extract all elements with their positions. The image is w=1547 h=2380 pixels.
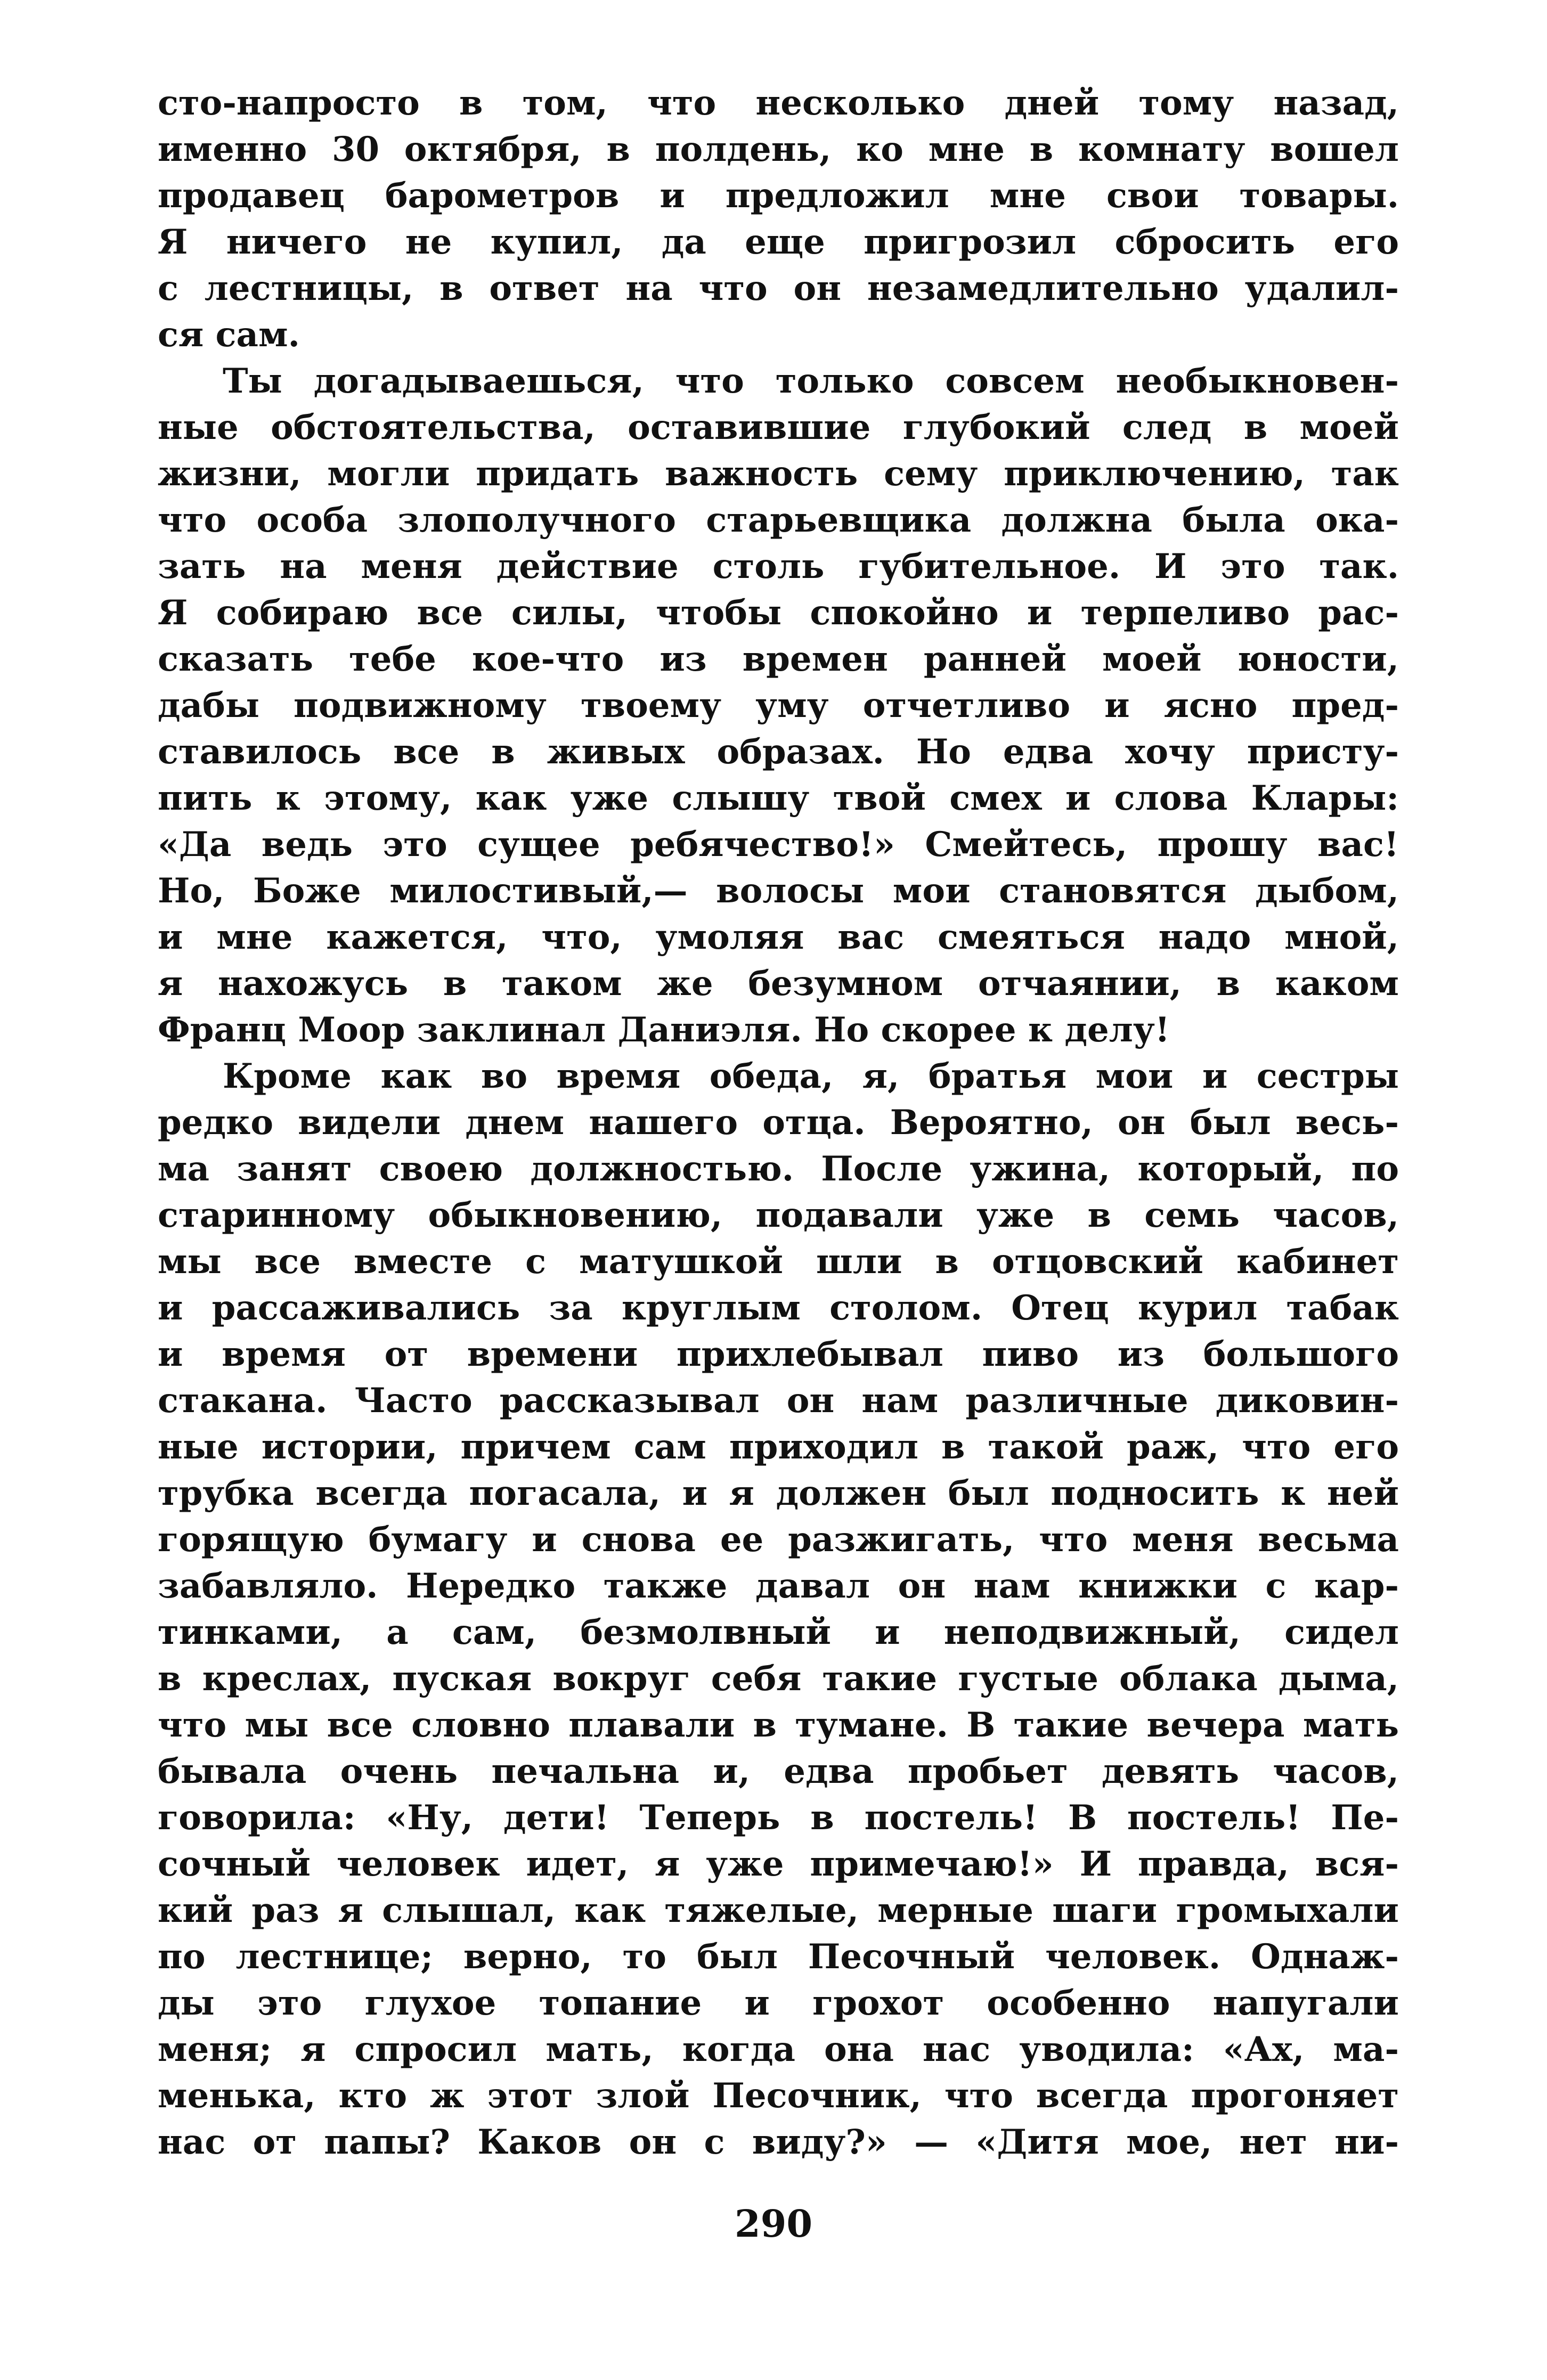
text-line: Я собираю все силы, чтобы спокойно и терпеливо рас- — [158, 593, 1399, 633]
text-line: в креслах, пуская вокруг себя такие густые облака дыма, — [158, 1659, 1399, 1699]
text-line: ды это глухое топание и грохот особенно напугали — [158, 1983, 1399, 2023]
text-line: трубка всегда погасала, и я должен был подносить к ней — [158, 1473, 1399, 1513]
text-line: Франц Моор заклинал Даниэля. Но скорее к делу! — [158, 1010, 1170, 1050]
text-line: я нахожусь в таком же безумном отчаянии, в каком — [158, 964, 1399, 1004]
text-line: менька, кто ж этот злой Песочник, что всегда прогоняет — [158, 2076, 1399, 2116]
text-line: ные обстоятельства, оставившие глубокий след в моей — [158, 407, 1399, 447]
text-line: тинками, а сам, безмолвный и неподвижный, сидел — [158, 1612, 1399, 1652]
text-line: бывала очень печальна и, едва пробьет девять часов, — [158, 1751, 1399, 1791]
text-line: и рассаживались за круглым столом. Отец курил табак — [158, 1288, 1399, 1328]
text-line: ные истории, причем сам приходил в такой раж, что его — [158, 1427, 1399, 1467]
text-line: мы все вместе с матушкой шли в отцовский кабинет — [158, 1242, 1399, 1282]
text-line: с лестницы, в ответ на что он незамедлительно удалил- — [158, 268, 1399, 308]
text-line: зать на меня действие столь губительное. И это так. — [158, 547, 1399, 586]
text-line: «Да ведь это сущее ребячество!» Смейтесь, прошу вас! — [158, 825, 1399, 865]
text-line: сказать тебе кое-что из времен ранней моей юности, — [158, 639, 1399, 679]
text-line: Я ничего не купил, да еще пригрозил сбросить его — [158, 222, 1399, 262]
text-line: нас от папы? Каков он с виду?» — «Дитя мое, нет ни- — [158, 2122, 1399, 2162]
text-line: ставилось все в живых образах. Но едва хочу присту- — [158, 732, 1399, 772]
text-line: что особа злополучного старьевщика должна была ока- — [158, 500, 1399, 540]
text-line: говорила: «Ну, дети! Теперь в постель! В постель! Пе- — [158, 1798, 1399, 1838]
text-line: старинному обыкновению, подавали уже в семь часов, — [158, 1195, 1399, 1235]
text-line: ма занят своею должностью. После ужина, который, по — [158, 1149, 1399, 1189]
paragraph — [158, 358, 1399, 1053]
text-line: кий раз я слышал, как тяжелые, мерные шаги громыхали — [158, 1890, 1399, 1930]
text-line: стакана. Часто рассказывал он нам различные диковин- — [158, 1381, 1399, 1421]
text-line: ся сам. — [158, 315, 300, 355]
text-line: пить к этому, как уже слышу твой смех и слова Клары: — [158, 778, 1399, 818]
text-line: по лестнице; верно, то был Песочный человек. Однаж- — [158, 1937, 1399, 1977]
text-line: горящую бумагу и снова ее разжигать, что меня весьма — [158, 1520, 1399, 1560]
text-line: меня; я спросил мать, когда она нас уводила: «Ах, ма- — [158, 2029, 1399, 2069]
text-line: и мне кажется, что, умоляя вас смеяться надо мной, — [158, 917, 1399, 957]
text-line: Но, Боже милостивый,— волосы мои становятся дыбом, — [158, 871, 1399, 911]
text-line: сочный человек идет, я уже примечаю!» И правда, вся- — [158, 1844, 1399, 1884]
text-line: Кроме как во время обеда, я, братья мои и сестры — [223, 1056, 1399, 1096]
text-line: что мы все словно плавали в тумане. В такие вечера мать — [158, 1705, 1399, 1745]
text-line: продавец барометров и предложил мне свои товары. — [158, 176, 1399, 216]
text-line: жизни, могли придать важность сему приключению, так — [158, 454, 1399, 494]
paragraph — [158, 80, 1399, 358]
page-body — [158, 80, 1399, 2165]
text-line: дабы подвижному твоему уму отчетливо и ясно пред- — [158, 686, 1399, 726]
paragraph — [158, 1053, 1399, 2165]
text-line: Ты догадываешься, что только совсем необыкновен- — [223, 361, 1399, 401]
text-line: именно 30 октября, в полдень, ко мне в комнату вошел — [158, 129, 1399, 169]
text-line: редко видели днем нашего отца. Вероятно, он был весь- — [158, 1103, 1399, 1143]
text-line: сто-напросто в том, что несколько дней тому назад, — [158, 83, 1399, 123]
page-number: 290 — [734, 2202, 813, 2246]
text-line: забавляло. Нередко также давал он нам книжки с кар- — [158, 1566, 1399, 1606]
text-line: и время от времени прихлебывал пиво из большого — [158, 1334, 1399, 1374]
